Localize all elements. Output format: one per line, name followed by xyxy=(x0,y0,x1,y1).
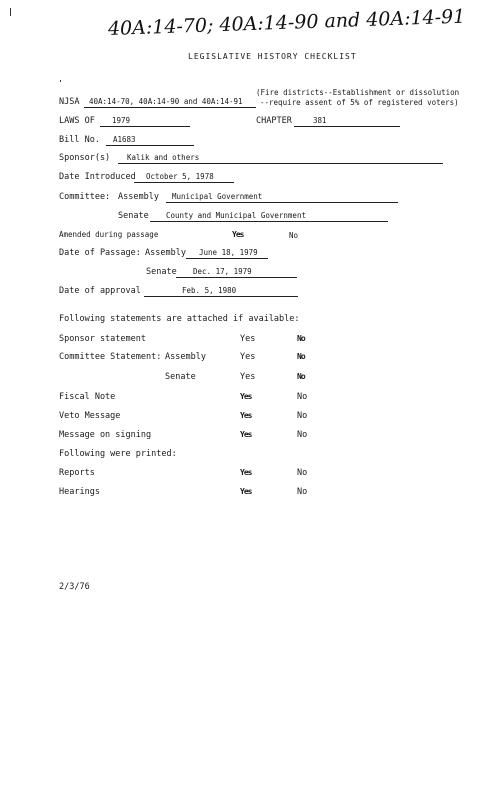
statement-no-struck: No xyxy=(297,372,305,381)
approval-underline xyxy=(144,296,298,297)
statement-label: Committee Statement: xyxy=(59,352,162,362)
passage-assembly-underline xyxy=(186,258,268,259)
date-stamp: 2/3/76 xyxy=(59,582,90,592)
date-introduced-underline xyxy=(134,182,234,183)
amended-answer: No xyxy=(289,231,299,240)
committee-senate-underline xyxy=(150,221,388,222)
note-line-2: --require assent of 5% of registered voters) xyxy=(260,98,459,107)
njsa-label: NJSA xyxy=(59,97,80,107)
laws-underline xyxy=(100,126,190,127)
stray-mark xyxy=(60,80,61,82)
statement-yes: Yes xyxy=(240,334,256,344)
printed-yes-struck: Yes xyxy=(240,468,252,477)
statement-no: No xyxy=(297,411,308,421)
statement-no-struck: No xyxy=(297,334,305,343)
committee-label: Committee: xyxy=(59,192,111,202)
note-line-1: (Fire districts--Establishment or dissolution xyxy=(256,88,460,97)
passage-senate-value: Dec. 17, 1979 xyxy=(193,267,252,276)
passage-assembly-label: Assembly xyxy=(145,248,186,258)
amended-label: Amended during passage xyxy=(59,230,159,239)
statement-sub-label: Senate xyxy=(165,372,196,382)
committee-assembly-label: Assembly xyxy=(118,192,159,202)
passage-senate-label: Senate xyxy=(146,267,177,277)
sponsor-underline xyxy=(118,163,443,164)
statements-heading: Following statements are attached if available: xyxy=(59,314,300,324)
committee-assembly-underline xyxy=(166,202,398,203)
statement-yes: Yes xyxy=(240,352,256,362)
laws-label: LAWS OF xyxy=(59,116,95,126)
committee-senate-label: Senate xyxy=(118,211,149,221)
printed-label: Hearings xyxy=(59,487,100,497)
statement-yes-struck: Yes xyxy=(240,411,252,420)
printed-yes-struck: Yes xyxy=(240,487,252,496)
statement-no-struck: No xyxy=(297,352,305,361)
printed-label: Reports xyxy=(59,468,95,478)
approval-value: Feb. 5, 1980 xyxy=(182,286,237,295)
handwritten-citation: 40A:14-70; 40A:14-90 and 40A:14-91 xyxy=(107,5,466,40)
printed-no: No xyxy=(297,468,308,478)
amended-struck: Yes xyxy=(232,230,244,239)
njsa-underline xyxy=(84,107,256,108)
statement-no: No xyxy=(297,430,308,440)
bill-value: A1683 xyxy=(113,135,136,144)
sponsor-value: Kalik and others xyxy=(127,153,200,162)
bill-underline xyxy=(106,145,194,146)
date-introduced-value: October 5, 1978 xyxy=(146,172,214,181)
statement-no: No xyxy=(297,392,308,402)
statement-label: Message on signing xyxy=(59,430,152,440)
stray-mark xyxy=(10,8,11,16)
passage-senate-underline xyxy=(176,277,297,278)
committee-senate-value: County and Municipal Government xyxy=(166,211,306,220)
approval-label: Date of approval xyxy=(59,286,141,296)
statement-label: Veto Message xyxy=(59,411,121,421)
laws-value: 1979 xyxy=(112,116,131,125)
chapter-value: 381 xyxy=(313,116,327,125)
chapter-underline xyxy=(294,126,400,127)
page-title: LEGISLATIVE HISTORY CHECKLIST xyxy=(188,52,357,61)
printed-heading: Following were printed: xyxy=(59,449,177,459)
statement-yes-struck: Yes xyxy=(240,392,252,401)
statement-yes: Yes xyxy=(240,372,256,382)
printed-no: No xyxy=(297,487,308,497)
statement-sub-label: Assembly xyxy=(165,352,206,362)
committee-assembly-value: Municipal Government xyxy=(172,192,263,201)
bill-label: Bill No. xyxy=(59,135,100,145)
date-introduced-label: Date Introduced xyxy=(59,172,136,182)
passage-label: Date of Passage: xyxy=(59,248,141,258)
statement-yes-struck: Yes xyxy=(240,430,252,439)
chapter-label: CHAPTER xyxy=(256,116,292,126)
statement-label: Fiscal Note xyxy=(59,392,116,402)
njsa-value: 40A:14-70, 40A:14-90 and 40A:14-91 xyxy=(89,97,243,106)
passage-assembly-value: June 18, 1979 xyxy=(199,248,258,257)
sponsor-label: Sponsor(s) xyxy=(59,153,111,163)
statement-label: Sponsor statement xyxy=(59,334,146,344)
